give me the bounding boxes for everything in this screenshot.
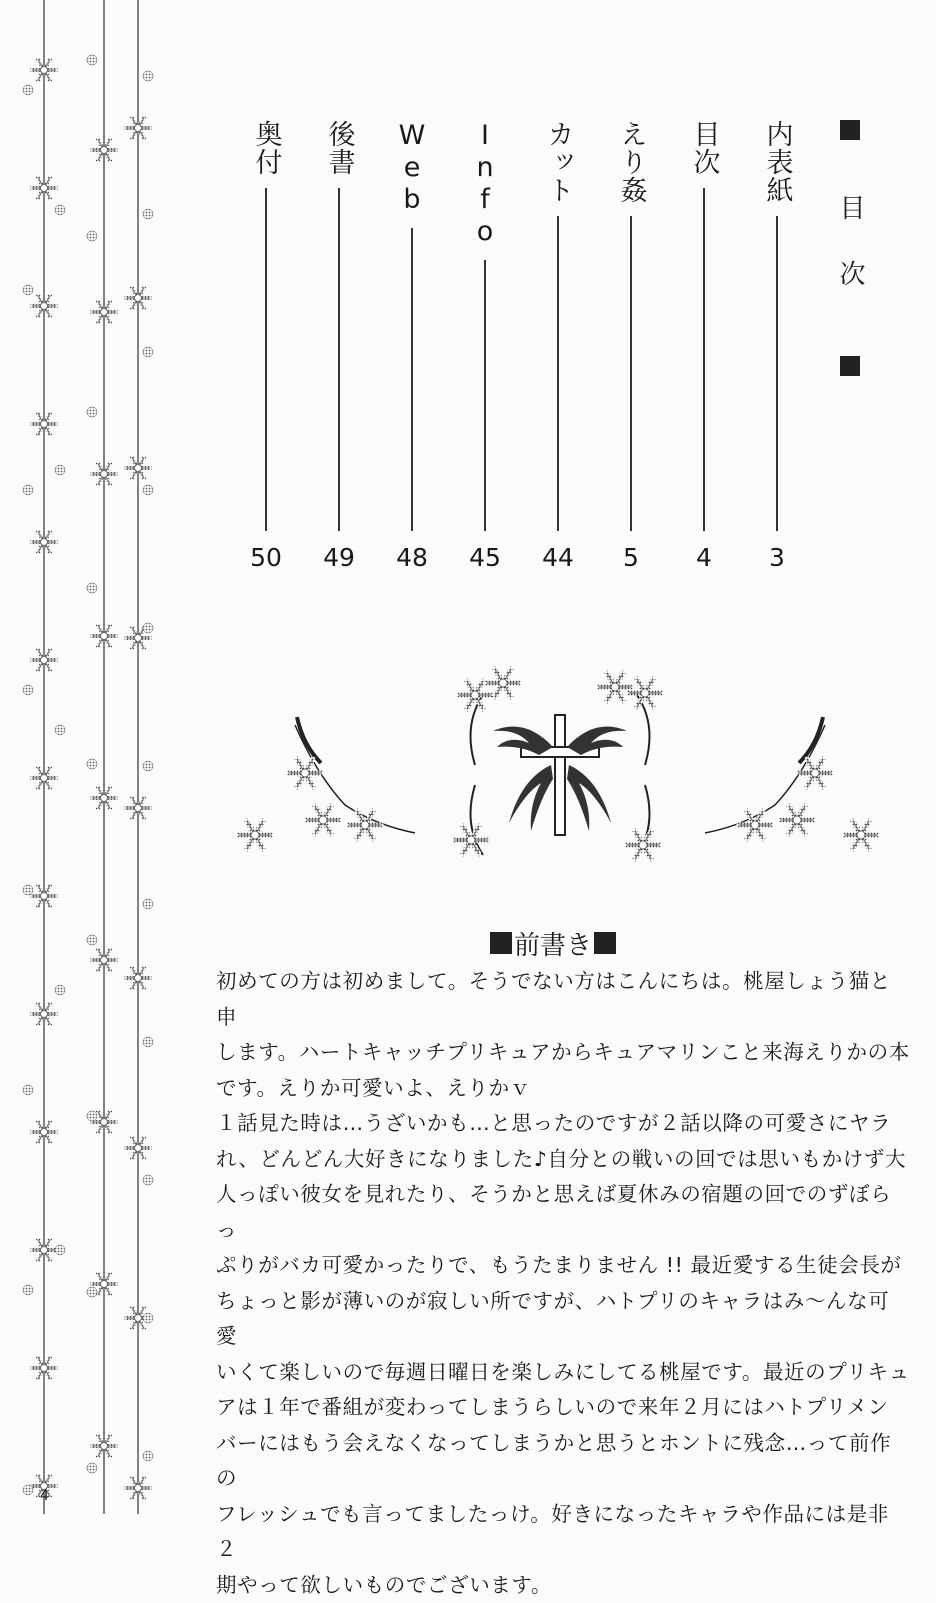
snowflake-icon bbox=[55, 985, 65, 995]
toc-title: 目次 bbox=[835, 194, 865, 326]
toc-entry-label: Web bbox=[396, 120, 428, 216]
snowflake-icon bbox=[87, 55, 97, 65]
snowflake-icon bbox=[87, 1111, 97, 1121]
snowflake-icon bbox=[143, 209, 153, 219]
toc-entry-label: えり姦 bbox=[615, 120, 647, 204]
snowflake-icon bbox=[23, 485, 33, 495]
toc-entry[interactable] bbox=[605, 120, 657, 570]
toc-entry-page: 5 bbox=[623, 543, 639, 572]
snowflake-icon bbox=[87, 407, 97, 417]
snowflake-icon bbox=[143, 1037, 153, 1047]
snowflake-icon bbox=[143, 485, 153, 495]
toc-entry-page: 50 bbox=[250, 543, 282, 572]
snowflake-icon bbox=[23, 885, 33, 895]
snowflake-icon bbox=[87, 935, 97, 945]
toc-entry-label: 目次 bbox=[688, 120, 720, 176]
toc-entry[interactable] bbox=[386, 120, 438, 570]
preface-title: 前書き bbox=[514, 930, 593, 961]
cross-wings-icon bbox=[225, 655, 895, 895]
toc-entry-label: カット bbox=[542, 120, 574, 204]
toc-entry-page: 49 bbox=[323, 543, 355, 572]
snowflake-icon bbox=[55, 725, 65, 735]
toc-entry-page: 45 bbox=[469, 543, 501, 572]
snowflake-icon bbox=[87, 583, 97, 593]
toc-entry[interactable] bbox=[459, 120, 511, 570]
black-square-icon bbox=[594, 932, 616, 954]
black-square-icon bbox=[840, 356, 860, 376]
snowflake-icon bbox=[23, 285, 33, 295]
toc-entry-page: 3 bbox=[769, 543, 785, 572]
toc-heading bbox=[828, 120, 872, 376]
toc-entry-label: 後書 bbox=[323, 120, 355, 176]
preface-heading bbox=[490, 925, 616, 961]
snowflake-icon bbox=[143, 347, 153, 357]
toc-leader-line bbox=[557, 216, 559, 531]
snowflake-icon bbox=[143, 899, 153, 909]
snowflake-icon bbox=[23, 1085, 33, 1095]
snowflake-icon bbox=[55, 205, 65, 215]
snowflake-icon bbox=[87, 1287, 97, 1297]
toc-entry-page: 48 bbox=[396, 543, 428, 572]
toc-entry-page: 4 bbox=[696, 543, 712, 572]
toc-leader-line bbox=[703, 188, 705, 531]
snowflake-icon bbox=[143, 761, 153, 771]
toc-leader-line bbox=[265, 188, 267, 531]
toc-leader-line bbox=[338, 188, 340, 531]
toc-entry-label: 内表紙 bbox=[761, 120, 793, 204]
toc-entry-label: 奥付 bbox=[250, 120, 282, 176]
toc-entry[interactable] bbox=[313, 120, 365, 570]
snowflake-icon bbox=[23, 85, 33, 95]
snowflake-icon bbox=[55, 1245, 65, 1255]
preface-body: 初めての方は初めまして。そうでない方はこんにちは。桃屋しょう猫と申 します。ハートキャッチプリキュアからキュアマリンこと来海えりかの本 です。えりか可愛いよ、えりかｖ １話見た時は…うざいかも…と思ったのですが２話以降の可愛さにヤラ れ、どんどん大好きになりました♪自分との戦いの回では思いもかけず大 人っぽい彼女を見れたり、そうかと思えば夏休みの宿題の回でのずぼらっ ぷりがバカ可愛かったりで、もうたまりません !! 最近愛する生徒会長が ちょっと影が薄いのが寂しい所ですが、ハトプリのキャラはみ～んな可愛 いくて楽しいので毎週日曜日を楽しみにしてる桃屋です。最近のプリキュ アは１年で番組が変わってしまうらしいので来年２月にはハトプリメン バーにはもう会えなくなってしまうかと思うとホントに残念…って前作の フレッシュでも言ってましたっけ。好きになったキャラや作品には是非２ 期やって欲しいものでございます。 bbox=[216, 969, 910, 1597]
snowflake-icon bbox=[143, 1313, 153, 1323]
snowflake-icon bbox=[23, 1485, 33, 1495]
black-square-icon bbox=[840, 120, 860, 140]
toc-entry[interactable] bbox=[532, 120, 584, 570]
snowflake-icon bbox=[143, 1451, 153, 1461]
snowflake-icon bbox=[143, 623, 153, 633]
snowflake-icon bbox=[87, 1463, 97, 1473]
toc-entry[interactable] bbox=[751, 120, 803, 570]
snowflake-icon bbox=[143, 71, 153, 81]
snowflake-icon bbox=[87, 231, 97, 241]
snowflake-icon bbox=[23, 685, 33, 695]
toc-leader-line bbox=[776, 216, 778, 531]
snowflake-border bbox=[0, 0, 170, 1514]
toc-entry[interactable] bbox=[678, 120, 730, 570]
toc-leader-line bbox=[411, 228, 413, 531]
page-number: 4 bbox=[40, 1488, 49, 1504]
black-square-icon bbox=[490, 932, 512, 954]
snowflake-icon bbox=[23, 1285, 33, 1295]
snowflake-icon bbox=[143, 1175, 153, 1185]
toc-entry[interactable] bbox=[240, 120, 292, 570]
toc-leader-line bbox=[630, 216, 632, 531]
toc-entry-label: Info bbox=[469, 120, 501, 248]
toc-leader-line bbox=[484, 260, 486, 531]
snowflake-icon bbox=[87, 759, 97, 769]
snowflake-icon bbox=[55, 465, 65, 475]
toc-entry-page: 44 bbox=[542, 543, 574, 572]
